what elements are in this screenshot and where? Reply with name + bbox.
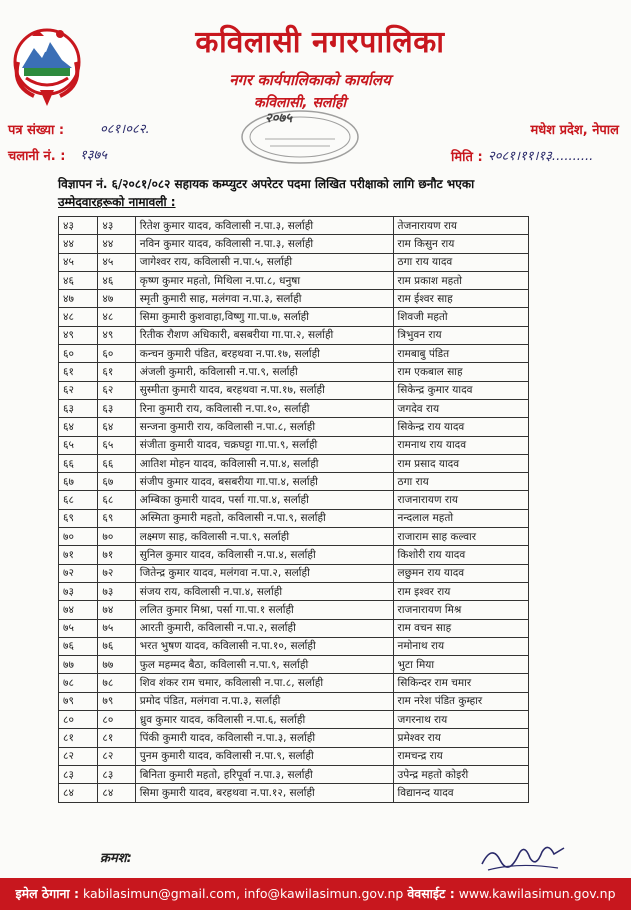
father-name-cell: भुटा मिया	[393, 656, 528, 674]
father-name-cell: राम किसुन राय	[393, 235, 528, 253]
father-name-cell: रामनाथ राय यादव	[393, 436, 528, 454]
father-name-cell: राम इश्वर राय	[393, 582, 528, 600]
father-name-cell: सिकेन्द्र राय यादव	[393, 418, 528, 436]
candidate-name-cell: बिनिता कुमारी महतो, हरिपूर्वा न.पा.३, सर्लाही	[135, 765, 393, 783]
email-label: इमेल ठेगाना :	[15, 886, 79, 901]
office-subtitle: नगर कार्यपालिकाको कार्यालय	[229, 71, 391, 89]
roll-number-cell: ८०	[98, 711, 135, 729]
table-row	[59, 308, 529, 326]
table-row	[59, 656, 529, 674]
candidate-name-cell: फुल महम्मद बैठा, कविलासी न.पा.९, सर्लाही	[135, 656, 393, 674]
father-name-cell: तेजनारायण राय	[393, 217, 528, 235]
footer-bar	[0, 878, 631, 910]
serial-number-cell: ७८	[59, 674, 98, 692]
candidate-name-cell: अंजली कुमारी, कविलासी न.पा.९, सर्लाही	[135, 363, 393, 381]
father-name-cell: शिवजी महतो	[393, 308, 528, 326]
kramasha-text: क्रमश:	[100, 851, 132, 866]
roll-number-cell: ६६	[98, 454, 135, 472]
table-row	[59, 271, 529, 289]
father-name-cell: नन्दलाल महतो	[393, 509, 528, 527]
father-name-cell: लछुमन राय यादव	[393, 564, 528, 582]
table-row	[59, 528, 529, 546]
father-name-cell: जगरनाथ राय	[393, 711, 528, 729]
serial-number-cell: ७२	[59, 564, 98, 582]
signature	[478, 834, 568, 876]
father-name-cell: नमोनाथ राय	[393, 637, 528, 655]
father-name-cell: ठगा राय यादव	[393, 253, 528, 271]
table-row	[59, 290, 529, 308]
patra-sankhya-value: ०८१।०८२.	[100, 122, 150, 137]
email-value: kabilasimun@gmail.com, info@kawilasimun.gov.np	[82, 886, 404, 901]
candidate-name-cell: कन्चन कुमारी पंडित, बरहथवा न.पा.१७, सर्लाही	[135, 345, 393, 363]
stamp-year: २०७५	[265, 111, 293, 126]
candidate-name-cell: संजीप कुमार यादव, बसबरीया गा.पा.४, सर्लाही	[135, 473, 393, 491]
serial-number-cell: ७७	[59, 656, 98, 674]
father-name-cell: राजनारायण मिश्र	[393, 601, 528, 619]
candidate-name-cell: आतिश मोहन यादव, कविलासी न.पा.४, सर्लाही	[135, 454, 393, 472]
father-name-cell: त्रिभुवन राय	[393, 326, 528, 344]
table-row	[59, 564, 529, 582]
candidate-name-cell: आरती कुमारी, कविलासी न.पा.२, सर्लाही	[135, 619, 393, 637]
candidate-name-cell: सुस्मीता कुमारी यादव, बरहथवा न.पा.१७, सर्लाही	[135, 381, 393, 399]
serial-number-cell: ८२	[59, 747, 98, 765]
table-row	[59, 765, 529, 783]
table-row	[59, 582, 529, 600]
serial-number-cell: ६९	[59, 509, 98, 527]
table-row	[59, 747, 529, 765]
father-name-cell: राजनारायण राय	[393, 491, 528, 509]
serial-number-cell: ८०	[59, 711, 98, 729]
roll-number-cell: ७२	[98, 564, 135, 582]
roll-number-cell: ४४	[98, 235, 135, 253]
roll-number-cell: ६२	[98, 381, 135, 399]
chalani-value: १३७५	[80, 148, 108, 163]
candidate-name-cell: सिमा कुमारी यादव, बरहथवा न.पा.१२, सर्लाही	[135, 784, 393, 802]
table-row	[59, 253, 529, 271]
website-label: वेवसाईट :	[407, 886, 455, 901]
serial-number-cell: ६६	[59, 454, 98, 472]
candidate-name-cell: रितेश कुमार यादव, कविलासी न.पा.३, सर्लाही	[135, 217, 393, 235]
roll-number-cell: ४९	[98, 326, 135, 344]
roll-number-cell: ४६	[98, 271, 135, 289]
roll-number-cell: ७७	[98, 656, 135, 674]
father-name-cell: रामचन्द्र राय	[393, 747, 528, 765]
candidate-name-cell: नविन कुमार यादव, कविलासी न.पा.३, सर्लाही	[135, 235, 393, 253]
table-row	[59, 473, 529, 491]
table-row	[59, 692, 529, 710]
candidate-name-cell: प्रमोद पंडित, मलंगवा न.पा.३, सर्लाही	[135, 692, 393, 710]
serial-number-cell: ६५	[59, 436, 98, 454]
table-row	[59, 454, 529, 472]
candidate-name-cell: लक्ष्मण साह, कविलासी न.पा.९, सर्लाही	[135, 528, 393, 546]
candidate-name-cell: सन्जना कुमारी राय, कविलासी न.पा.८, सर्लाही	[135, 418, 393, 436]
serial-number-cell: ७०	[59, 528, 98, 546]
serial-number-cell: ७४	[59, 601, 98, 619]
serial-number-cell: ४३	[59, 217, 98, 235]
serial-number-cell: ७१	[59, 546, 98, 564]
father-name-cell: राम एकबाल साह	[393, 363, 528, 381]
candidate-name-cell: अस्मिता कुमारी महतो, कविलासी न.पा.९, सर्लाही	[135, 509, 393, 527]
roll-number-cell: ६३	[98, 399, 135, 417]
roll-number-cell: ८१	[98, 729, 135, 747]
father-name-cell: ठगा राय	[393, 473, 528, 491]
father-name-cell: विद्यानन्द यादव	[393, 784, 528, 802]
roll-number-cell: ४८	[98, 308, 135, 326]
office-stamp	[225, 105, 375, 165]
province-text: मधेश प्रदेश, नेपाल	[530, 123, 619, 138]
roll-number-cell: ६९	[98, 509, 135, 527]
serial-number-cell: ६४	[59, 418, 98, 436]
patra-sankhya-label: पत्र संख्या :	[8, 123, 65, 138]
serial-number-cell: ४६	[59, 271, 98, 289]
serial-number-cell: ६७	[59, 473, 98, 491]
notice-line-2-text: उम्मेदवारहरूको नामावली :	[58, 195, 176, 209]
roll-number-cell: ७६	[98, 637, 135, 655]
table-row	[59, 345, 529, 363]
notice-line-2	[58, 193, 588, 211]
notice-line-1: विज्ञापन नं. ६/२०८१/०८२ सहायक कम्प्युटर अपरेटर पदमा लिखित परीक्षाको लागि छनौट भएका	[58, 177, 475, 191]
father-name-cell: राम वचन साह	[393, 619, 528, 637]
father-name-cell: सिकिन्दर राम चमार	[393, 674, 528, 692]
miti-label: मिति :	[451, 150, 483, 165]
table-row	[59, 729, 529, 747]
table-row	[59, 381, 529, 399]
table-row	[59, 326, 529, 344]
serial-number-cell: ६३	[59, 399, 98, 417]
roll-number-cell: ७९	[98, 692, 135, 710]
serial-number-cell: ७५	[59, 619, 98, 637]
municipality-title: कविलासी नगरपालिका	[195, 25, 445, 60]
father-name-cell: राम ईश्वर साह	[393, 290, 528, 308]
table-row	[59, 674, 529, 692]
serial-number-cell: ६८	[59, 491, 98, 509]
candidate-name-cell: अम्बिका कुमारी यादव, पर्सा गा.पा.४, सर्लाही	[135, 491, 393, 509]
candidate-name-cell: सिमा कुमारी कुशवाहा,विष्णु गा.पा.७, सर्लाही	[135, 308, 393, 326]
notice-text	[58, 175, 588, 211]
candidate-name-cell: स्मृती कुमारी साह, मलंगवा न.पा.३, सर्लाही	[135, 290, 393, 308]
serial-number-cell: ७६	[59, 637, 98, 655]
roll-number-cell: ६४	[98, 418, 135, 436]
roll-number-cell: ६०	[98, 345, 135, 363]
father-name-cell: उपेन्द्र महतो कोइरी	[393, 765, 528, 783]
candidate-name-cell: रितीक रौशण अधिकारी, बसबरीया गा.पा.२, सर्लाही	[135, 326, 393, 344]
roll-number-cell: ७०	[98, 528, 135, 546]
candidate-name-cell: सुनिल कुमार यादव, कविलासी न.पा.४, सर्लाही	[135, 546, 393, 564]
roll-number-cell: ७८	[98, 674, 135, 692]
father-name-cell: राजाराम साह कल्वार	[393, 528, 528, 546]
footer-contact	[0, 885, 631, 902]
father-name-cell: सिकेन्द्र कुमार यादव	[393, 381, 528, 399]
table-row	[59, 509, 529, 527]
table-row	[59, 637, 529, 655]
candidate-name-cell: कृष्ण कुमार महतो, मिथिला न.पा.८, धनुषा	[135, 271, 393, 289]
roll-number-cell: ८४	[98, 784, 135, 802]
roll-number-cell: ७१	[98, 546, 135, 564]
serial-number-cell: ६०	[59, 345, 98, 363]
candidate-name-cell: ललित कुमार मिश्रा, पर्सा गा.पा.१ सर्लाही	[135, 601, 393, 619]
table-row	[59, 418, 529, 436]
roll-number-cell: ६८	[98, 491, 135, 509]
table-row	[59, 235, 529, 253]
table-row	[59, 546, 529, 564]
roll-number-cell: ७५	[98, 619, 135, 637]
candidate-name-cell: पुनम कुमारी यादव, कविलासी न.पा.९, सर्लाही	[135, 747, 393, 765]
serial-number-cell: ७९	[59, 692, 98, 710]
roll-number-cell: ८३	[98, 765, 135, 783]
website-value: www.kawilasimun.gov.np	[458, 886, 616, 901]
father-name-cell: रामबाबु पंडित	[393, 345, 528, 363]
candidate-name-cell: जागेश्वर राय, कविलासी न.पा.५, सर्लाही	[135, 253, 393, 271]
father-name-cell: राम प्रसाद यादव	[393, 454, 528, 472]
serial-number-cell: ४४	[59, 235, 98, 253]
serial-number-cell: ६२	[59, 381, 98, 399]
roll-number-cell: ६१	[98, 363, 135, 381]
serial-number-cell: ८४	[59, 784, 98, 802]
serial-number-cell: ४८	[59, 308, 98, 326]
serial-number-cell: ७३	[59, 582, 98, 600]
candidate-table-body	[59, 217, 529, 803]
serial-number-cell: ४७	[59, 290, 98, 308]
table-row	[59, 784, 529, 802]
table-row	[59, 711, 529, 729]
table-row	[59, 217, 529, 235]
roll-number-cell: ७३	[98, 582, 135, 600]
candidate-name-cell: संजय राय, कविलासी न.पा.४, सर्लाही	[135, 582, 393, 600]
municipality-emblem-logo	[12, 22, 82, 108]
roll-number-cell: ८२	[98, 747, 135, 765]
roll-number-cell: ६५	[98, 436, 135, 454]
table-row	[59, 601, 529, 619]
candidate-name-cell: भरत भुषण यादव, कविलासी न.पा.१०, सर्लाही	[135, 637, 393, 655]
candidate-table	[58, 216, 529, 803]
candidate-name-cell: पिंकी कुमारी यादव, कविलासी न.पा.३, सर्लाही	[135, 729, 393, 747]
roll-number-cell: ४७	[98, 290, 135, 308]
serial-number-cell: ८१	[59, 729, 98, 747]
chalani-label: चलानी नं. :	[8, 149, 66, 164]
candidate-name-cell: रिना कुमारी राय, कविलासी न.पा.१०, सर्लाही	[135, 399, 393, 417]
table-row	[59, 619, 529, 637]
miti-value: २०८१।११।१३..........	[488, 149, 594, 164]
candidate-name-cell: संजीता कुमारी यादव, चक्रघट्टा गा.पा.९, सर्लाही	[135, 436, 393, 454]
roll-number-cell: ४३	[98, 217, 135, 235]
candidate-name-cell: जितेन्द्र कुमार यादव, मलंगवा न.पा.२, सर्लाही	[135, 564, 393, 582]
candidate-name-cell: शिव शंकर राम चमार, कविलासी न.पा.८, सर्लाही	[135, 674, 393, 692]
serial-number-cell: ४९	[59, 326, 98, 344]
candidate-name-cell: ध्रुव कुमार यादव, कविलासी न.पा.६, सर्लाही	[135, 711, 393, 729]
father-name-cell: प्रमेश्वर राय	[393, 729, 528, 747]
roll-number-cell: ४५	[98, 253, 135, 271]
office-place: कविलासी, सर्लाही	[253, 95, 347, 111]
father-name-cell: राम प्रकाश महतो	[393, 271, 528, 289]
table-row	[59, 436, 529, 454]
table-row	[59, 363, 529, 381]
table-row	[59, 399, 529, 417]
father-name-cell: जगदेव राय	[393, 399, 528, 417]
roll-number-cell: ७४	[98, 601, 135, 619]
serial-number-cell: ६१	[59, 363, 98, 381]
roll-number-cell: ६७	[98, 473, 135, 491]
father-name-cell: किशोरी राय यादव	[393, 546, 528, 564]
father-name-cell: राम नरेश पंडित कुम्हार	[393, 692, 528, 710]
serial-number-cell: ८३	[59, 765, 98, 783]
table-row	[59, 491, 529, 509]
serial-number-cell: ४५	[59, 253, 98, 271]
